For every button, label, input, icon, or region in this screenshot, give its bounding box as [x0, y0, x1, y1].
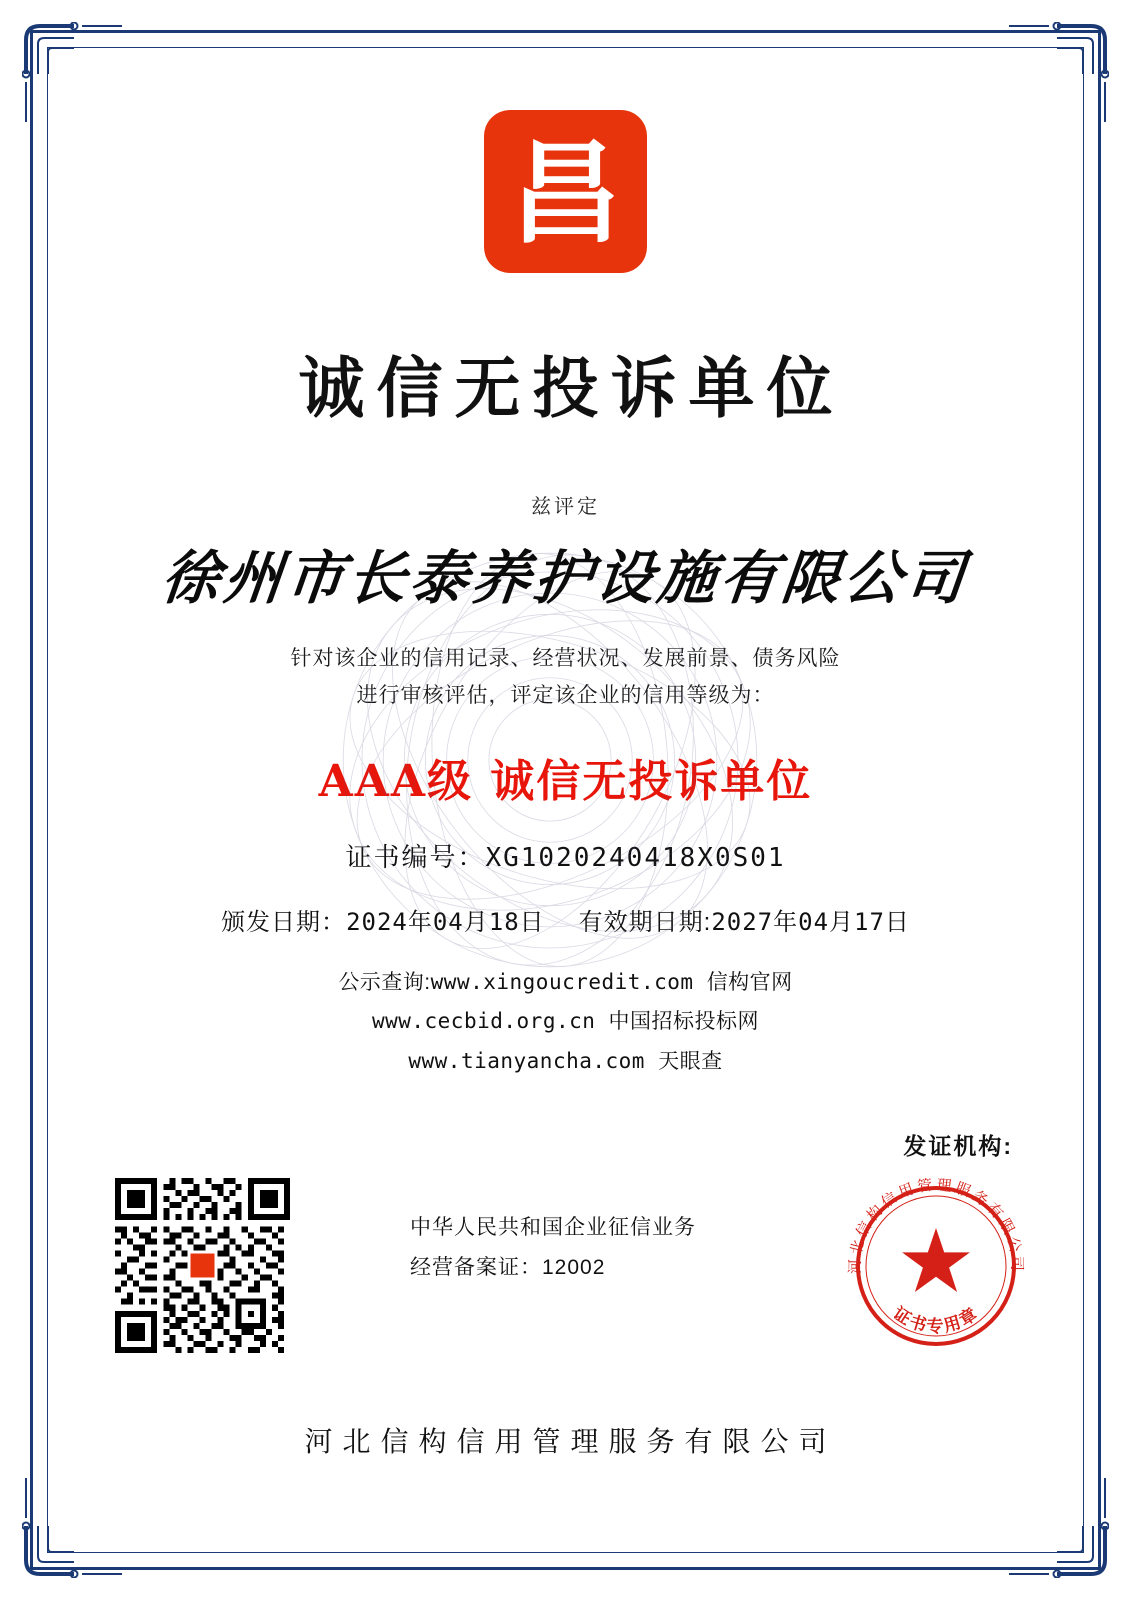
logo-glyph: 昌: [509, 128, 622, 259]
query-url-3[interactable]: www.tianyancha.com: [408, 1049, 645, 1074]
public-query-block: [60, 963, 1071, 1083]
issue-date-value: 2024年04月18日: [346, 907, 545, 936]
official-seal: [836, 1166, 1036, 1366]
hereby-label: 兹评定: [531, 496, 600, 518]
query-url-2[interactable]: www.cecbid.org.cn: [371, 1009, 596, 1034]
certificate-footer-row: [60, 1178, 1071, 1378]
issuer-logo: [60, 110, 1071, 273]
query-site-name-3: 天眼查: [658, 1050, 723, 1074]
query-site-name-2: 中国招标投标网: [608, 1010, 760, 1034]
svg-text:河北信构信用管理服务有限公司: 河北信构信用管理服务有限公司: [846, 1176, 1026, 1275]
qr-code[interactable]: [115, 1178, 290, 1353]
date-row: [60, 902, 1071, 937]
description-line-2: 进行审核评估，评定该企业的信用等级为：: [356, 683, 775, 707]
description-line-1: 针对该企业的信用记录、经营状况、发展前景、债务风险: [290, 647, 841, 670]
certificate-number: [60, 837, 1071, 874]
expiry-date-label: 有效期日期:: [578, 908, 712, 936]
query-label: 公示查询:: [338, 970, 431, 994]
filing-line-2: 经营备案证：12002: [410, 1255, 606, 1279]
query-line-2: [60, 1002, 1071, 1042]
query-url-1[interactable]: www.xingoucredit.com: [430, 969, 694, 994]
query-site-name-1: 信构官网: [706, 970, 793, 994]
certificate-number-value: XG1020240418X0S01: [485, 842, 786, 873]
issue-date-label: 颁发日期：: [221, 908, 347, 936]
svg-text:证书专用章: 证书专用章: [889, 1303, 983, 1336]
company-name: 徐州市长泰养护设施有限公司: [158, 544, 972, 612]
query-line-3: [60, 1042, 1071, 1082]
credit-grade: AAA级 诚信无投诉单位: [318, 755, 813, 807]
business-filing-info: [410, 1208, 696, 1288]
expiry-date-value: 2027年04月17日: [711, 907, 910, 936]
certificate-content: [60, 60, 1071, 1540]
filing-line-1: 中华人民共和国企业征信业务: [410, 1216, 696, 1239]
certificate-number-label: 证书编号：: [345, 841, 486, 872]
query-line-1: [60, 963, 1071, 1003]
issuing-company-footer: 河北信构信用管理服务有限公司: [304, 1426, 837, 1457]
page-title: 诚信无投诉单位: [298, 350, 845, 427]
issuer-label: 发证机构:: [903, 1133, 1013, 1159]
